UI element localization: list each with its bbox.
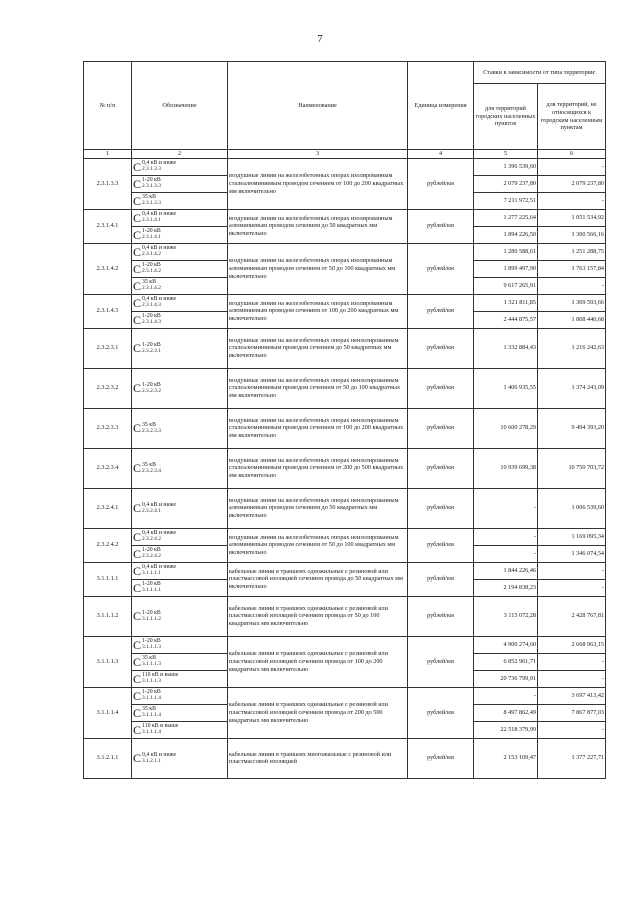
designation-cell — [132, 408, 228, 448]
colnum-2: 2 — [132, 150, 228, 159]
designation-symbol: C — [133, 722, 142, 737]
designation-cell — [132, 226, 228, 243]
row-number: 2.3.1.4.2 — [84, 243, 132, 294]
rate-urban: 1 844 226,46 — [474, 562, 538, 579]
rate-nonurban: 1 251 288,75 — [538, 243, 606, 260]
designation-symbol: C — [133, 688, 142, 703]
unit-cell: рублей/км — [408, 408, 474, 448]
designation-cell — [132, 670, 228, 687]
designation-voltage: 1-20 кВ — [142, 547, 161, 554]
designation-cell — [132, 328, 228, 368]
rate-nonurban: - — [538, 721, 606, 738]
rate-nonurban: 3 697 413,42 — [538, 687, 606, 704]
designation-cell — [132, 528, 228, 545]
rate-urban: 2 079 237,80 — [474, 175, 538, 192]
designation-voltage: 1-20 кВ — [142, 381, 161, 388]
designation-cell — [132, 260, 228, 277]
designation-cell — [132, 294, 228, 311]
rate-urban: 10 600 278,29 — [474, 408, 538, 448]
rate-urban: - — [474, 528, 538, 545]
rate-urban: 22 518 379,99 — [474, 721, 538, 738]
table-row — [84, 636, 606, 653]
designation-voltage: 0,4 кВ и ниже — [142, 501, 177, 508]
rate-urban: 2 444 875,57 — [474, 311, 538, 328]
designation-code: 2.3.2.3.2 — [142, 387, 161, 394]
row-number: 2.3.2.4.2 — [84, 528, 132, 562]
rate-nonurban: 1 309 593,66 — [538, 294, 606, 311]
designation-voltage: 0,4 кВ и ниже — [142, 296, 177, 303]
designation-code: 2.3.1.4.2 — [142, 251, 161, 258]
rate-urban: 2 153 109,47 — [474, 738, 538, 778]
rate-nonurban: 1 300 566,16 — [538, 226, 606, 243]
rate-nonurban: 1 006 539,60 — [538, 488, 606, 528]
rate-urban: 6 852 961,71 — [474, 653, 538, 670]
table-row — [84, 687, 606, 704]
table-row — [84, 408, 606, 448]
rate-nonurban: 1 051 534,92 — [538, 209, 606, 226]
designation-code: 3.1.1.1.2 — [142, 615, 161, 622]
designation-symbol: C — [133, 176, 142, 191]
designation-symbol: C — [133, 244, 142, 259]
table-row — [84, 448, 606, 488]
designation-voltage: 0,4 кВ и ниже — [142, 160, 177, 167]
designation-symbol: C — [133, 159, 142, 174]
designation-cell — [132, 158, 228, 175]
designation-voltage: 1-20 кВ — [142, 341, 161, 348]
designation-voltage: 1-20 кВ — [142, 228, 161, 235]
line-description: кабельные линии в траншеях многожильные с резиновой или пластмассовой изоляцией — [228, 738, 408, 778]
rate-urban: 1 406 935,55 — [474, 368, 538, 408]
designation-code: 3.1.1.1.1 — [142, 570, 161, 577]
designation-code: 2.3.1.3.3 — [142, 166, 161, 173]
designation-cell — [132, 277, 228, 294]
designation-symbol: C — [133, 501, 142, 516]
designation-cell — [132, 636, 228, 653]
unit-cell: рублей/км — [408, 448, 474, 488]
designation-voltage: 35 кВ — [142, 706, 156, 713]
unit-cell: рублей/км — [408, 294, 474, 328]
table-row — [84, 158, 606, 175]
designation-symbol: C — [133, 341, 142, 356]
designation-voltage: 1-20 кВ — [142, 609, 161, 616]
rate-nonurban: - — [538, 562, 606, 579]
rate-urban: 2 194 838,23 — [474, 579, 538, 596]
designation-code: 2.3.1.3.3 — [142, 200, 161, 207]
rates-body — [84, 158, 606, 778]
row-number: 2.3.1.4.1 — [84, 209, 132, 243]
designation-symbol: C — [133, 580, 142, 595]
designation-cell — [132, 579, 228, 596]
unit-cell: рублей/км — [408, 528, 474, 562]
table-row — [84, 528, 606, 545]
designation-symbol: C — [133, 312, 142, 327]
row-number: 2.3.2.3.4 — [84, 448, 132, 488]
designation-symbol: C — [133, 295, 142, 310]
designation-cell — [132, 488, 228, 528]
rate-nonurban: 7 867 877,03 — [538, 704, 606, 721]
designation-symbol: C — [133, 546, 142, 561]
designation-code: 2.3.2.3.1 — [142, 347, 161, 354]
designation-cell — [132, 311, 228, 328]
rate-nonurban: 2 079 237,80 — [538, 175, 606, 192]
designation-symbol: C — [133, 461, 142, 476]
designation-code: 2.3.1.4.3 — [142, 319, 161, 326]
header-urban: для территорий городских населенных пунктов — [474, 84, 538, 150]
designation-code: 3.1.1.1.4 — [142, 712, 161, 719]
rate-urban: 1 321 811,85 — [474, 294, 538, 311]
designation-symbol: C — [133, 705, 142, 720]
unit-cell: рублей/км — [408, 209, 474, 243]
line-description: воздушные линии на железобетонных опорах изолированным сталеалюминиевым проводом сечением от 100 до 200 квадратных мм включительно — [228, 158, 408, 209]
rate-nonurban: 1 374 243,09 — [538, 368, 606, 408]
rate-nonurban: 1 377 227,71 — [538, 738, 606, 778]
rate-nonurban: 1 808 440,68 — [538, 311, 606, 328]
designation-code: 3.1.1.1.1 — [142, 587, 161, 594]
table-row — [84, 243, 606, 260]
colnum-5: 5 — [474, 150, 538, 159]
designation-symbol: C — [133, 671, 142, 686]
designation-cell — [132, 721, 228, 738]
designation-code: 3.1.1.1.4 — [142, 729, 161, 736]
line-description: кабельные линии в траншеях одножильные с резиновой или пластмассовой изоляцией сечением провода от 100 до 200 квадратных мм включительно — [228, 636, 408, 687]
table-row — [84, 562, 606, 579]
rate-urban: - — [474, 488, 538, 528]
designation-symbol: C — [133, 210, 142, 225]
header-name: Наименование — [228, 62, 408, 150]
designation-code: 2.3.2.4.2 — [142, 536, 161, 543]
designation-code: 2.3.1.4.3 — [142, 302, 161, 309]
unit-cell: рублей/км — [408, 328, 474, 368]
colnum-3: 3 — [228, 150, 408, 159]
row-number: 2.3.1.4.3 — [84, 294, 132, 328]
designation-symbol: C — [133, 381, 142, 396]
designation-code: 3.1.1.1.3 — [142, 661, 161, 668]
row-number: 2.3.2.4.1 — [84, 488, 132, 528]
row-number: 2.3.1.3.3 — [84, 158, 132, 209]
rate-nonurban: 2 428 767,81 — [538, 596, 606, 636]
designation-code: 3.1.1.1.3 — [142, 644, 161, 651]
line-description: воздушные линии на железобетонных опорах неизолированным сталеалюминиевым проводом сечением от 200 до 500 квадратных мм включительно — [228, 448, 408, 488]
designation-cell — [132, 175, 228, 192]
designation-symbol: C — [133, 193, 142, 208]
designation-voltage: 1-20 кВ — [142, 313, 161, 320]
designation-cell — [132, 687, 228, 704]
designation-code: 3.1.1.1.4 — [142, 695, 161, 702]
rate-nonurban: 2 668 963,15 — [538, 636, 606, 653]
row-number: 3.1.1.1.3 — [84, 636, 132, 687]
rate-urban: 10 939 699,38 — [474, 448, 538, 488]
table-row — [84, 368, 606, 408]
rate-nonurban: - — [538, 579, 606, 596]
colnum-4: 4 — [408, 150, 474, 159]
designation-symbol: C — [133, 421, 142, 436]
designation-code: 2.3.2.3.3 — [142, 427, 161, 434]
rate-urban: - — [474, 545, 538, 562]
designation-cell — [132, 653, 228, 670]
rate-urban: - — [474, 687, 538, 704]
designation-voltage: 1-20 кВ — [142, 177, 161, 184]
rate-urban: 1 899 497,90 — [474, 260, 538, 277]
line-description: воздушные линии на железобетонных опорах неизолированным сталеалюминиевым проводом сечением от 50 до 100 квадратных мм включительно — [228, 368, 408, 408]
header-rates-group: Ставки в зависимости от типа территории: — [474, 62, 606, 84]
header-nonurban: для территорий, не относящихся к городским населенным пунктам — [538, 84, 606, 150]
rate-nonurban: - — [538, 158, 606, 175]
rate-urban: 8 497 862,49 — [474, 704, 538, 721]
row-number: 3.1.1.1.4 — [84, 687, 132, 738]
designation-symbol: C — [133, 654, 142, 669]
designation-code: 2.3.1.3.3 — [142, 183, 161, 190]
designation-voltage: 0,4 кВ и ниже — [142, 211, 177, 218]
unit-cell: рублей/км — [408, 636, 474, 687]
designation-cell — [132, 738, 228, 778]
designation-voltage: 35 кВ — [142, 461, 156, 468]
designation-voltage: 110 кВ и выше — [142, 672, 179, 679]
designation-code: 2.3.2.4.2 — [142, 553, 161, 560]
rate-urban: 1 894 226,50 — [474, 226, 538, 243]
rate-nonurban: - — [538, 670, 606, 687]
designation-voltage: 1-20 кВ — [142, 581, 161, 588]
page-number: 7 — [317, 33, 323, 45]
table-row — [84, 596, 606, 636]
designation-symbol: C — [133, 529, 142, 544]
row-number: 2.3.2.3.3 — [84, 408, 132, 448]
designation-voltage: 0,4 кВ и ниже — [142, 530, 177, 537]
unit-cell: рублей/км — [408, 596, 474, 636]
header-designation: Обозначение — [132, 62, 228, 150]
rate-nonurban: 1 346 074,54 — [538, 545, 606, 562]
designation-voltage: 1-20 кВ — [142, 262, 161, 269]
rate-nonurban: 1 216 242,63 — [538, 328, 606, 368]
rate-urban: 20 736 799,91 — [474, 670, 538, 687]
colnum-6: 6 — [538, 150, 606, 159]
rate-nonurban: 9 494 393,20 — [538, 408, 606, 448]
rate-urban: 1 332 884,43 — [474, 328, 538, 368]
rate-nonurban: - — [538, 653, 606, 670]
rate-urban: 7 211 972,51 — [474, 192, 538, 209]
unit-cell: рублей/км — [408, 738, 474, 778]
designation-symbol: C — [133, 261, 142, 276]
designation-symbol: C — [133, 227, 142, 242]
table-row — [84, 738, 606, 778]
designation-cell — [132, 596, 228, 636]
row-number: 2.3.2.3.1 — [84, 328, 132, 368]
table-row — [84, 328, 606, 368]
designation-voltage: 0,4 кВ и ниже — [142, 564, 177, 571]
line-description: воздушные линии на железобетонных опорах неизолированным алюминиевым проводом сечением до 50 квадратных мм включительно — [228, 488, 408, 528]
designation-voltage: 35 кВ — [142, 655, 156, 662]
designation-cell — [132, 704, 228, 721]
line-description: кабельные линии в траншеях одножильные с резиновой или пластмассовой изоляцией сечением провода от 50 до 100 квадратных мм включительно — [228, 596, 408, 636]
designation-symbol: C — [133, 563, 142, 578]
designation-code: 3.1.2.1.1 — [142, 757, 161, 764]
rate-urban: 1 277 225,64 — [474, 209, 538, 226]
rate-urban: 1 289 588,61 — [474, 243, 538, 260]
rate-urban: 9 617 265,91 — [474, 277, 538, 294]
rate-urban: 1 396 539,60 — [474, 158, 538, 175]
rate-nonurban: 10 750 703,72 — [538, 448, 606, 488]
unit-cell: рублей/км — [408, 243, 474, 294]
rate-nonurban: 1 169 095,34 — [538, 528, 606, 545]
header-num: № п/п — [84, 62, 132, 150]
line-description: воздушные линии на железобетонных опорах неизолированным алюминиевым проводом сечением от 50 до 100 квадратных мм включительно — [228, 528, 408, 562]
designation-voltage: 0,4 кВ и ниже — [142, 751, 177, 758]
designation-code: 2.3.1.4.1 — [142, 234, 161, 241]
rate-nonurban: 1 763 157,84 — [538, 260, 606, 277]
rate-urban: 3 115 072,28 — [474, 596, 538, 636]
designation-cell — [132, 243, 228, 260]
designation-symbol: C — [133, 751, 142, 766]
line-description: кабельные линии в траншеях одножильные с резиновой или пластмассовой изоляцией сечением провода до 50 квадратных мм включительно — [228, 562, 408, 596]
row-number: 2.3.2.3.2 — [84, 368, 132, 408]
designation-voltage: 1-20 кВ — [142, 689, 161, 696]
rate-urban: 4 900 274,60 — [474, 636, 538, 653]
line-description: воздушные линии на железобетонных опорах изолированным алюминиевым проводом сечением до 50 квадратных мм включительно — [228, 209, 408, 243]
designation-cell — [132, 448, 228, 488]
unit-cell: рублей/км — [408, 368, 474, 408]
table-row — [84, 488, 606, 528]
header-unit: Единица измерения — [408, 62, 474, 150]
row-number: 3.1.1.1.2 — [84, 596, 132, 636]
rate-nonurban: - — [538, 192, 606, 209]
designation-cell — [132, 562, 228, 579]
colnum-1: 1 — [84, 150, 132, 159]
line-description: воздушные линии на железобетонных опорах неизолированным сталеалюминиевым проводом сечением до 50 квадратных мм включительно — [228, 328, 408, 368]
designation-voltage: 35 кВ — [142, 194, 156, 201]
unit-cell: рублей/км — [408, 158, 474, 209]
line-description: кабельные линии в траншеях одножильные с резиновой или пластмассовой изоляцией сечением провода от 200 до 500 квадратных мм включительно — [228, 687, 408, 738]
designation-voltage: 35 кВ — [142, 279, 156, 286]
designation-voltage: 110 кВ и выше — [142, 723, 179, 730]
designation-code: 3.1.1.1.3 — [142, 678, 161, 685]
rate-nonurban: - — [538, 277, 606, 294]
line-description: воздушные линии на железобетонных опорах изолированным алюминиевым проводом сечением от 100 до 200 квадратных мм включительно — [228, 294, 408, 328]
designation-symbol: C — [133, 637, 142, 652]
designation-code: 2.3.2.4.1 — [142, 507, 161, 514]
rates-table — [83, 61, 606, 779]
designation-voltage: 1-20 кВ — [142, 638, 161, 645]
designation-code: 2.3.1.4.2 — [142, 285, 161, 292]
row-number: 3.1.2.1.1 — [84, 738, 132, 778]
unit-cell: рублей/км — [408, 488, 474, 528]
designation-code: 2.3.2.3.4 — [142, 467, 161, 474]
designation-cell — [132, 209, 228, 226]
designation-voltage: 0,4 кВ и ниже — [142, 245, 177, 252]
line-description: воздушные линии на железобетонных опорах неизолированным сталеалюминиевым проводом сечением от 100 до 200 квадратных мм включительно — [228, 408, 408, 448]
table-row — [84, 294, 606, 311]
unit-cell: рублей/км — [408, 687, 474, 738]
designation-symbol: C — [133, 278, 142, 293]
table-row — [84, 209, 606, 226]
designation-code: 2.3.1.4.2 — [142, 268, 161, 275]
designation-cell — [132, 192, 228, 209]
designation-cell — [132, 545, 228, 562]
designation-voltage: 35 кВ — [142, 421, 156, 428]
designation-code: 2.3.1.4.1 — [142, 217, 161, 224]
line-description: воздушные линии на железобетонных опорах изолированным алюминиевым проводом сечением от 50 до 100 квадратных мм включительно — [228, 243, 408, 294]
designation-symbol: C — [133, 609, 142, 624]
row-number: 3.1.1.1.1 — [84, 562, 132, 596]
unit-cell: рублей/км — [408, 562, 474, 596]
designation-cell — [132, 368, 228, 408]
